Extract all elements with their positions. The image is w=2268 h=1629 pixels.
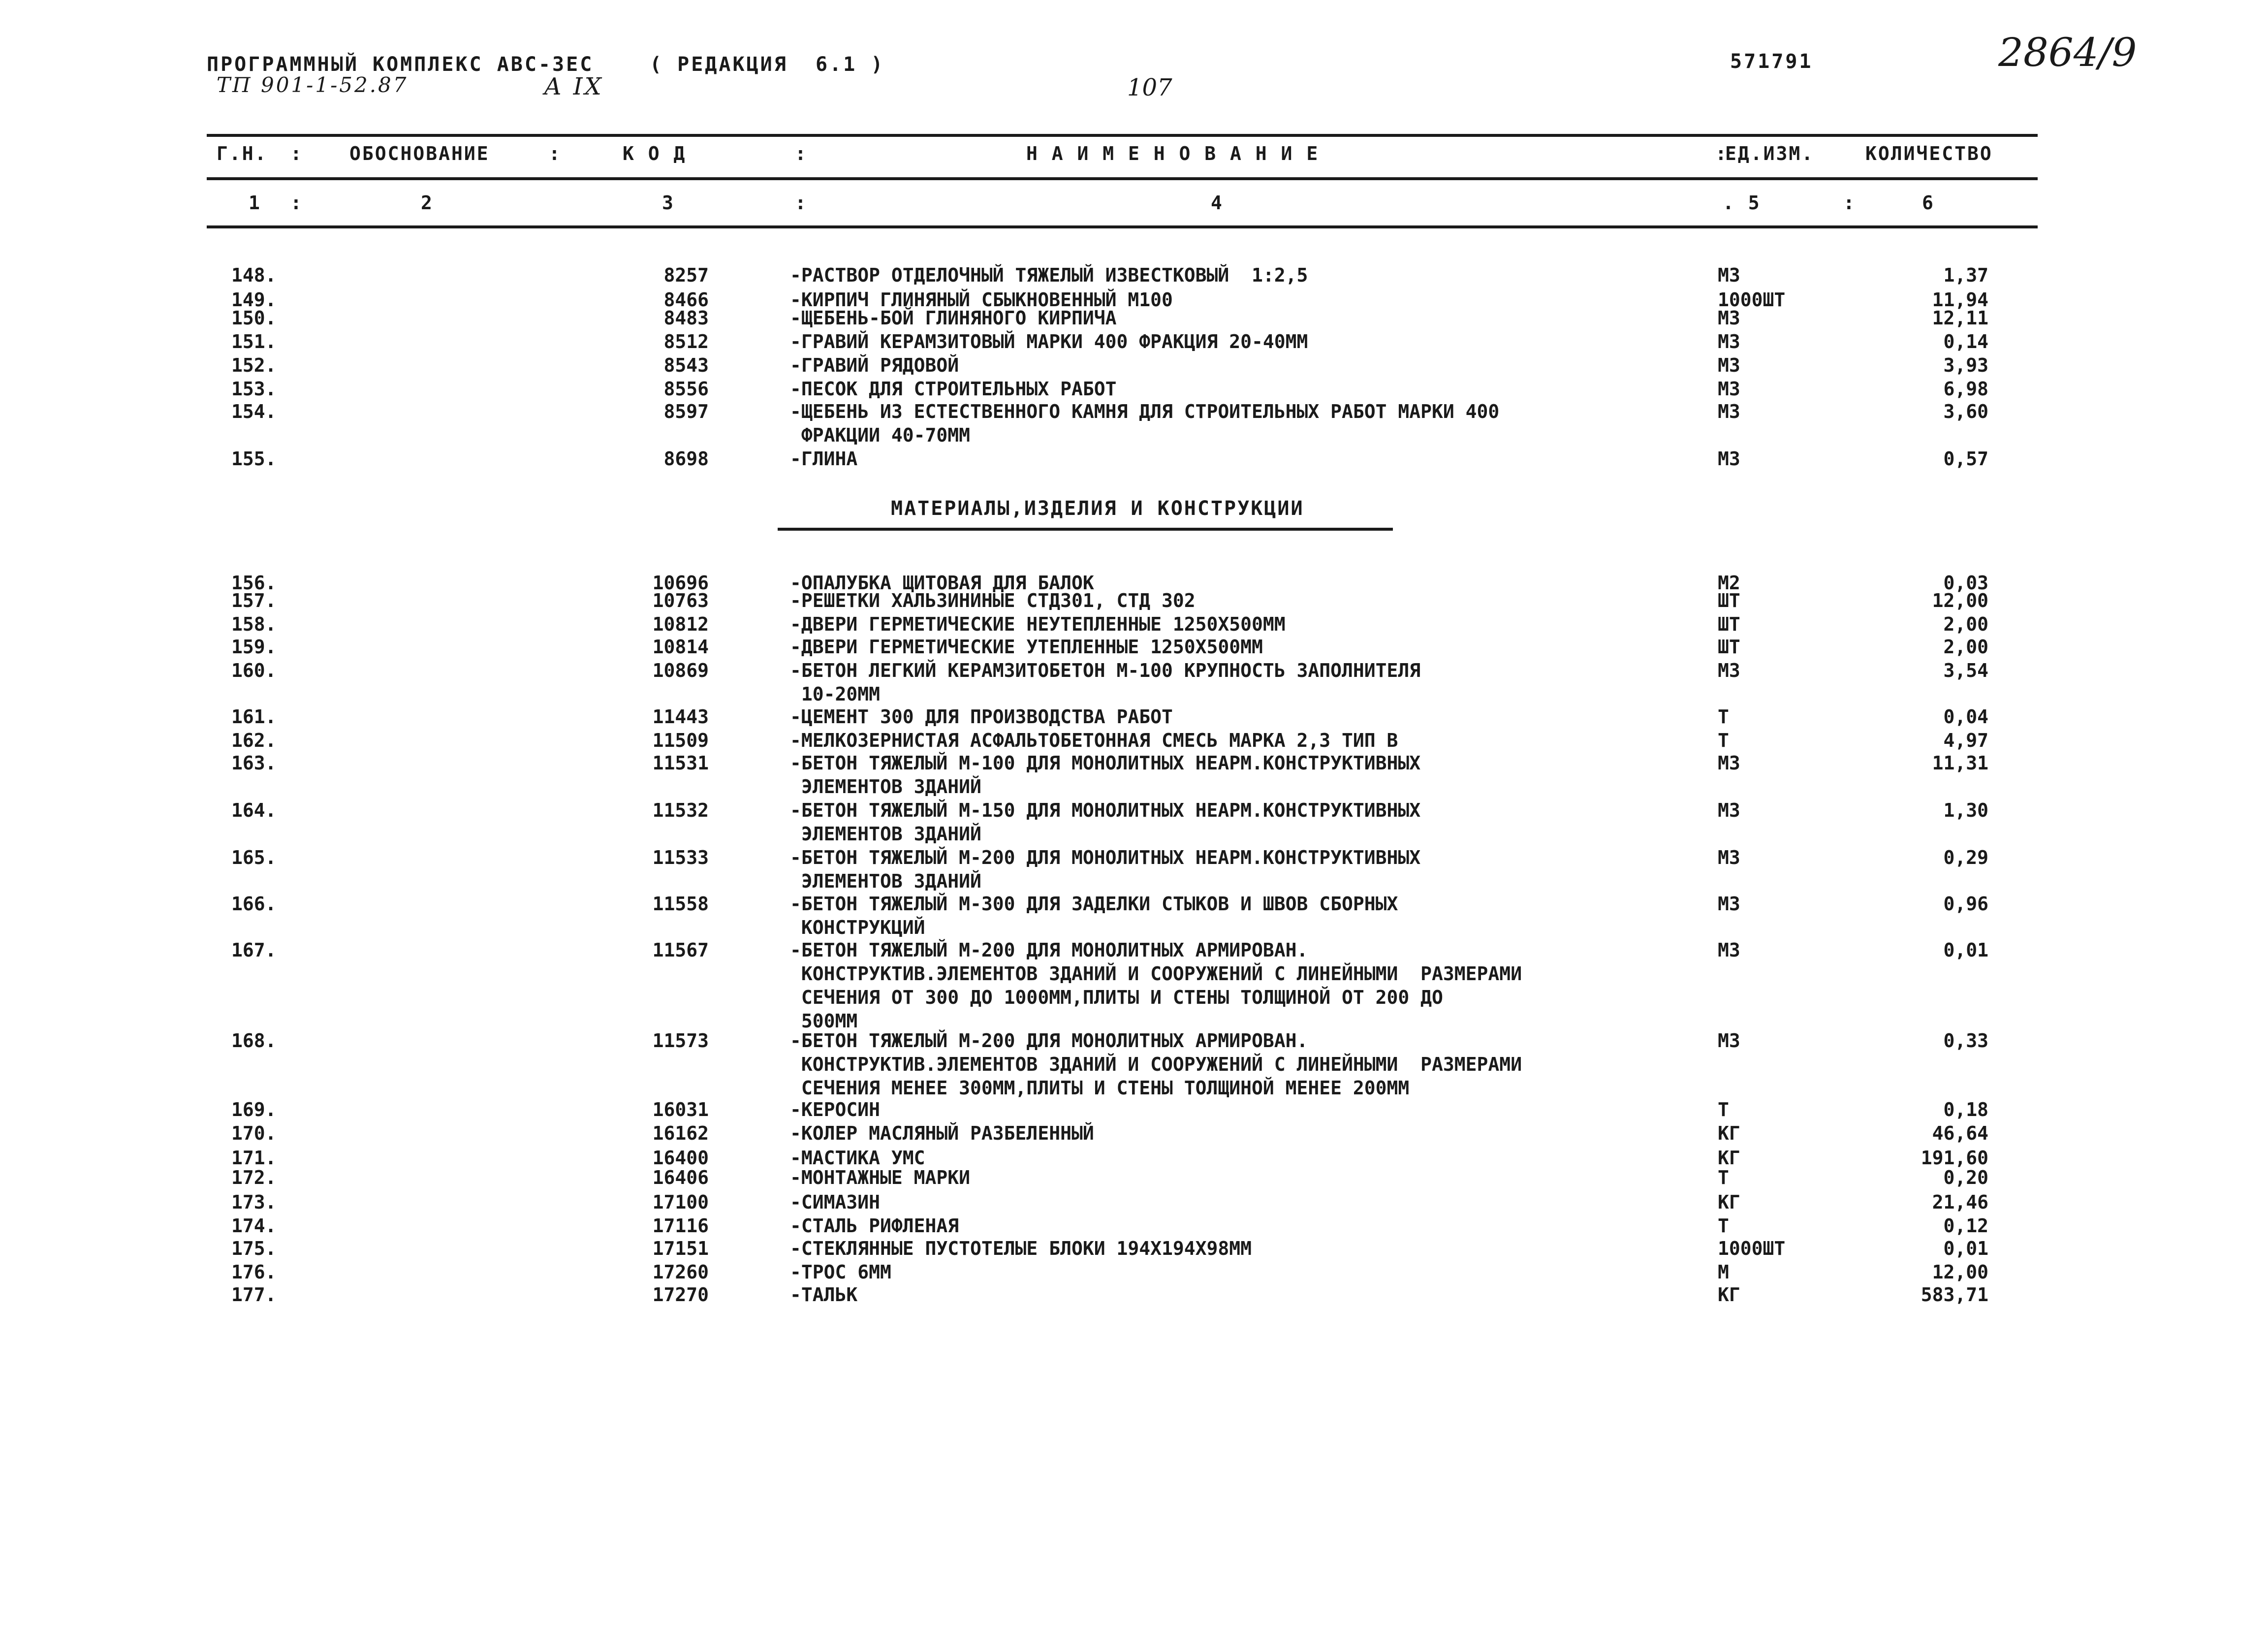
row-unit: ШТ [1718,636,1740,658]
col-header-no: Г.Н. [217,143,268,164]
row-quantity: 46,64 [1932,1122,1988,1144]
row-unit: М [1718,1261,1729,1283]
row-name: -МАСТИКА УМС [790,1147,925,1169]
row-number: 157. [231,590,277,611]
album-label: А IX [544,73,603,100]
col-header-basis: ОБОСНОВАНИЕ [349,143,490,164]
table-row [0,1121,2268,1144]
row-unit: КГ [1718,1191,1740,1213]
row-quantity: 0,33 [1943,1030,1988,1052]
col-number-5: . 5 [1723,192,1761,214]
row-quantity: 0,29 [1943,847,1988,868]
row-unit: М3 [1718,752,1740,774]
row-name: -ГРАВИЙ КЕРАМЗИТОВЫЙ МАРКИ 400 ФРАКЦИЯ 20-40ММ [790,331,1308,352]
table-row [0,751,2268,798]
row-number: 175. [231,1238,277,1259]
table-row [0,892,2268,938]
row-number: 163. [231,752,277,774]
row-code: 17270 [652,1284,709,1306]
row-name: -ЩЕБЕНЬ ИЗ ЕСТЕСТВЕННОГО КАМНЯ ДЛЯ СТРОИТЕЛЬНЫХ РАБОТ МАРКИ 400 ФРАКЦИИ 40-70ММ [790,401,1500,446]
row-quantity: 0,04 [1943,706,1988,728]
row-unit: Т [1718,706,1729,728]
row-unit: М3 [1718,264,1740,286]
row-code: 8512 [663,331,709,352]
row-code: 8543 [663,354,709,376]
col-sep-2: : [549,143,562,164]
row-number: 174. [231,1215,277,1237]
document-number: 571791 [1730,50,1813,73]
row-unit: М3 [1718,354,1740,376]
row-quantity: 0,12 [1943,1215,1988,1237]
row-unit: Т [1718,1215,1729,1237]
row-code: 17100 [652,1191,709,1213]
row-number: 158. [231,613,277,635]
row-name: -СИМАЗИН [790,1191,881,1213]
row-quantity: 11,31 [1932,752,1988,774]
table-row [0,1260,2268,1283]
row-quantity: 1,30 [1943,799,1988,821]
project-code: ТП 901-1-52.87 [217,73,409,97]
col-header-quantity: КОЛИЧЕСТВО [1865,143,1993,164]
row-quantity: 12,00 [1932,590,1988,611]
row-quantity: 3,93 [1943,354,1988,376]
row-number: 161. [231,706,277,728]
row-code: 16031 [652,1099,709,1120]
row-name: -ДВЕРИ ГЕРМЕТИЧЕСКИЕ УТЕПЛЕННЫЕ 1250Х500ММ [790,636,1263,658]
row-code: 10814 [652,636,709,658]
program-title: ПРОГРАММНЫЙ КОМПЛЕКС АВС-3ЕС [207,53,594,76]
row-number: 154. [231,401,277,422]
row-quantity: 3,54 [1943,660,1988,681]
row-code: 11532 [652,799,709,821]
row-unit: М3 [1718,448,1740,470]
table-row [0,571,2268,594]
row-quantity: 0,01 [1943,1238,1988,1259]
row-quantity: 583,71 [1921,1284,1988,1306]
row-code: 16406 [652,1167,709,1188]
row-number: 148. [231,264,277,286]
row-unit: КГ [1718,1122,1740,1144]
row-name: -БЕТОН ТЯЖЕЛЫЙ М-200 ДЛЯ МОНОЛИТНЫХ НЕАРМ.КОНСТРУКТИВНЫХ ЭЛЕМЕНТОВ ЗДАНИЙ [790,847,1421,892]
row-code: 8698 [663,448,709,470]
table-row [0,612,2268,635]
row-number: 149. [231,289,277,311]
row-quantity: 0,96 [1943,893,1988,915]
row-code: 8257 [663,264,709,286]
row-unit: М3 [1718,307,1740,329]
row-number: 171. [231,1147,277,1169]
row-name: -ДВЕРИ ГЕРМЕТИЧЕСКИЕ НЕУТЕПЛЕННЫЕ 1250Х500ММ [790,613,1286,635]
row-code: 17116 [652,1215,709,1237]
row-unit: М3 [1718,799,1740,821]
row-quantity: 1,37 [1943,264,1988,286]
row-name: -ОПАЛУБКА ЩИТОВАЯ ДЛЯ БАЛОК [790,572,1094,594]
col-sep-4: : [1715,143,1728,164]
row-name: -ЦЕМЕНТ 300 ДЛЯ ПРОИЗВОДСТВА РАБОТ [790,706,1173,728]
header-rule-bottom [207,225,2038,228]
row-quantity: 21,46 [1932,1191,1988,1213]
page-number: 107 [1127,74,1172,101]
section-heading: МАТЕРИАЛЫ,ИЗДЕЛИЯ И КОНСТРУКЦИИ [891,497,1304,520]
row-number: 155. [231,448,277,470]
row-unit: ШТ [1718,613,1740,635]
col-number-4: 4 [1211,192,1224,214]
row-unit: М2 [1718,572,1740,594]
row-number: 150. [231,307,277,329]
table-row [0,353,2268,376]
col-number-1: 1 [249,192,261,214]
row-name: -БЕТОН ТЯЖЕЛЫЙ М-300 ДЛЯ ЗАДЕЛКИ СТЫКОВ И ШВОВ СБОРНЫХ КОНСТРУКЦИЙ [790,893,1398,938]
col-sep-1: : [290,143,303,164]
row-unit: М3 [1718,847,1740,868]
col-header-unit: ЕД.ИЗМ. [1725,143,1815,164]
row-code: 16400 [652,1147,709,1169]
row-unit: М3 [1718,331,1740,352]
row-number: 166. [231,893,277,915]
col-number-sep: : [1843,192,1856,214]
row-name: -КЕРОСИН [790,1099,881,1120]
table-row [0,377,2268,400]
row-unit: М3 [1718,1030,1740,1052]
row-unit: Т [1718,1167,1729,1188]
row-name: -СТАЛЬ РИФЛЕНАЯ [790,1215,959,1237]
col-header-name: Н А И М Е Н О В А Н И Е [1026,143,1320,164]
row-unit: Т [1718,1099,1729,1120]
row-name: -ГЛИНА [790,448,858,470]
row-number: 162. [231,730,277,751]
table-row [0,306,2268,329]
row-unit: КГ [1718,1284,1740,1306]
row-name: -ТАЛЬК [790,1284,858,1306]
row-name: -МОНТАЖНЫЕ МАРКИ [790,1167,971,1188]
edition-label: ( РЕДАКЦИЯ 6.1 ) [650,53,885,76]
row-unit: М3 [1718,939,1740,961]
row-name: -РАСТВОР ОТДЕЛОЧНЫЙ ТЯЖЕЛЫЙ ИЗВЕСТКОВЫЙ 1:2,5 [790,264,1308,286]
row-unit: М3 [1718,893,1740,915]
row-unit: М3 [1718,401,1740,422]
archive-stamp: 2864/9 [1998,30,2137,75]
row-quantity: 4,97 [1943,730,1988,751]
row-name: -РЕШЕТКИ ХАЛЬЗИНИНЫЕ СТД301, СТД 302 [790,590,1196,611]
row-name: -БЕТОН ТЯЖЕЛЫЙ М-200 ДЛЯ МОНОЛИТНЫХ АРМИРОВАН. КОНСТРУКТИВ.ЭЛЕМЕНТОВ ЗДАНИЙ И СООРУЖЕНИЙ С ЛИНЕЙНЫМИ РАЗМЕРАМИ СЕЧЕНИЯ МЕНЕЕ 300ММ,ПЛИТЫ И СТЕНЫ ТОЛЩИНОЙ МЕНЕЕ 200ММ [790,1030,1522,1099]
table-row [0,1146,2268,1169]
col-number-6: 6 [1922,192,1935,214]
row-number: 172. [231,1167,277,1188]
row-quantity: 12,00 [1932,1261,1988,1283]
row-code: 11533 [652,847,709,868]
row-name: -КИРПИЧ ГЛИНЯНЫЙ СБЫКНОВЕННЫЙ М100 [790,289,1173,311]
row-unit: 1000ШТ [1718,1238,1786,1259]
row-code: 8466 [663,289,709,311]
row-unit: КГ [1718,1147,1740,1169]
row-code: 16162 [652,1122,709,1144]
row-name: -СТЕКЛЯННЫЕ ПУСТОТЕЛЫЕ БЛОКИ 194Х194Х98ММ [790,1238,1252,1259]
row-quantity: 2,00 [1943,636,1988,658]
row-name: -БЕТОН ТЯЖЕЛЫЙ М-150 ДЛЯ МОНОЛИТНЫХ НЕАРМ.КОНСТРУКТИВНЫХ ЭЛЕМЕНТОВ ЗДАНИЙ [790,799,1421,845]
row-quantity: 0,14 [1943,331,1988,352]
row-number: 156. [231,572,277,594]
row-name: -КОЛЕР МАСЛЯНЫЙ РАЗБЕЛЕННЫЙ [790,1122,1094,1144]
table-row [0,1190,2268,1213]
row-code: 17260 [652,1261,709,1283]
row-number: 160. [231,660,277,681]
row-code: 11443 [652,706,709,728]
row-code: 8483 [663,307,709,329]
row-number: 151. [231,331,277,352]
row-unit: Т [1718,730,1729,751]
row-quantity: 0,18 [1943,1099,1988,1120]
row-code: 11509 [652,730,709,751]
row-code: 10869 [652,660,709,681]
row-code: 17151 [652,1238,709,1259]
row-quantity: 0,01 [1943,939,1988,961]
table-row [0,263,2268,286]
row-quantity: 3,60 [1943,401,1988,422]
row-name: -ГРАВИЙ РЯДОВОЙ [790,354,959,376]
row-quantity: 0,03 [1943,572,1988,594]
row-unit: М3 [1718,660,1740,681]
row-code: 8556 [663,378,709,400]
col-number-2: 2 [421,192,434,214]
col-number-sep: : [795,192,808,214]
row-code: 11531 [652,752,709,774]
row-number: 167. [231,939,277,961]
col-number-3: 3 [662,192,675,214]
row-number: 152. [231,354,277,376]
row-name: -ЩЕБЕНЬ-БОЙ ГЛИНЯНОГО КИРПИЧА [790,307,1117,329]
row-number: 176. [231,1261,277,1283]
row-unit: 1000ШТ [1718,289,1786,311]
row-code: 10696 [652,572,709,594]
row-number: 168. [231,1030,277,1052]
col-number-sep: : [290,192,303,214]
row-number: 170. [231,1122,277,1144]
row-name: -БЕТОН ТЯЖЕЛЫЙ М-200 ДЛЯ МОНОЛИТНЫХ АРМИРОВАН. КОНСТРУКТИВ.ЭЛЕМЕНТОВ ЗДАНИЙ И СООРУЖЕНИЙ С ЛИНЕЙНЫМИ РАЗМЕРАМИ СЕЧЕНИЯ ОТ 300 ДО 1000ММ,ПЛИТЫ И СТЕНЫ ТОЛЩИНОЙ ОТ 200 ДО 500ММ [790,939,1522,1032]
row-code: 11567 [652,939,709,961]
table-row [0,938,2268,1032]
col-sep-3: : [795,143,808,164]
table-row [0,635,2268,658]
row-name: -МЕЛКОЗЕРНИСТАЯ АСФАЛЬТОБЕТОННАЯ СМЕСЬ МАРКА 2,3 ТИП В [790,730,1398,751]
row-code: 10763 [652,590,709,611]
row-name: -ТРОС 6ММ [790,1261,891,1283]
row-quantity: 0,57 [1943,448,1988,470]
row-quantity: 2,00 [1943,613,1988,635]
row-name: -БЕТОН ТЯЖЕЛЫЙ М-100 ДЛЯ МОНОЛИТНЫХ НЕАРМ.КОНСТРУКТИВНЫХ ЭЛЕМЕНТОВ ЗДАНИЙ [790,752,1421,798]
row-code: 8597 [663,401,709,422]
header-rule-top [207,134,2038,137]
row-quantity: 11,94 [1932,289,1988,311]
row-number: 153. [231,378,277,400]
header-rule-middle [207,177,2038,180]
row-code: 10812 [652,613,709,635]
row-name: -БЕТОН ЛЕГКИЙ КЕРАМЗИТОБЕТОН М-100 КРУПНОСТЬ ЗАПОЛНИТЕЛЯ 10-20ММ [790,660,1421,705]
row-name: -ПЕСОК ДЛЯ СТРОИТЕЛЬНЫХ РАБОТ [790,378,1117,400]
row-quantity: 12,11 [1932,307,1988,329]
row-unit: ШТ [1718,590,1740,611]
row-number: 173. [231,1191,277,1213]
row-quantity: 191,60 [1921,1147,1988,1169]
row-number: 164. [231,799,277,821]
col-header-code: К О Д [623,143,687,164]
row-code: 11573 [652,1030,709,1052]
row-code: 11558 [652,893,709,915]
row-number: 169. [231,1099,277,1120]
row-number: 177. [231,1284,277,1306]
section-underline [778,528,1393,531]
row-number: 165. [231,847,277,868]
row-quantity: 6,98 [1943,378,1988,400]
row-number: 159. [231,636,277,658]
row-unit: М3 [1718,378,1740,400]
row-quantity: 0,20 [1943,1167,1988,1188]
